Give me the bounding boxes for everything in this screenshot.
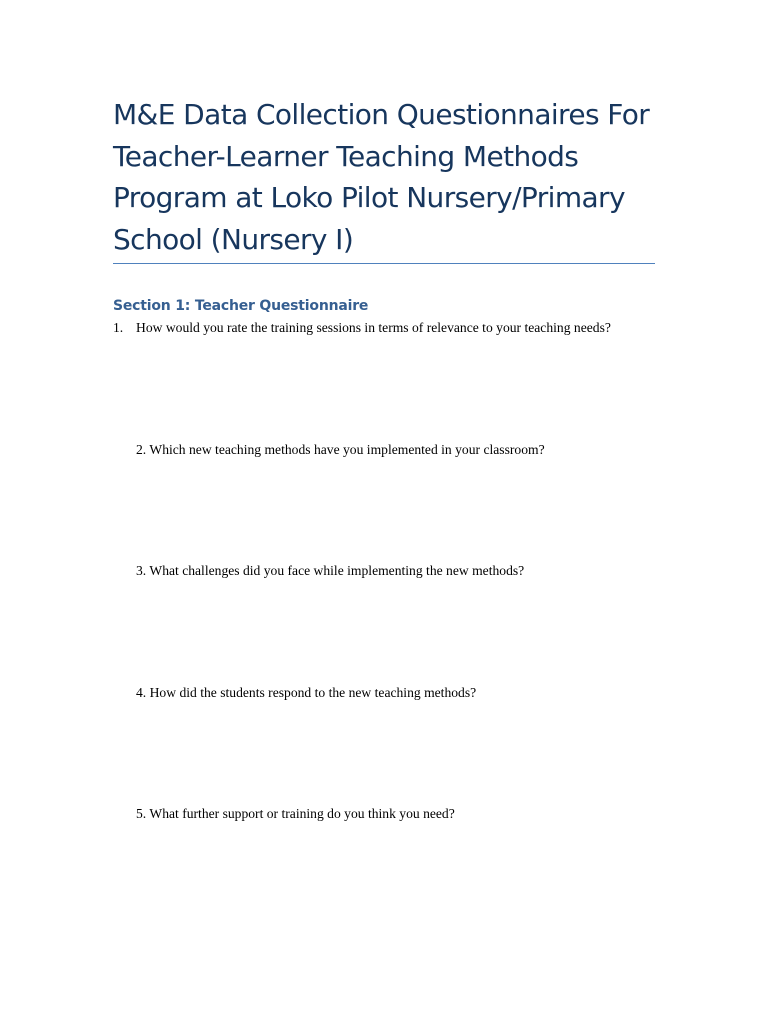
question-3-text: What challenges did you face while implementing the new methods? <box>149 563 525 578</box>
section-heading: Section 1: Teacher Questionnaire <box>113 298 369 314</box>
question-1-number: 1. <box>113 320 124 335</box>
question-3 <box>136 562 524 580</box>
question-2 <box>136 441 545 459</box>
question-4-number: 4. <box>136 685 147 700</box>
question-1-text: How would you rate the training sessions in terms of relevance to your teaching needs? <box>136 320 611 335</box>
question-3-number: 3. <box>136 563 147 578</box>
question-4-text: How did the students respond to the new teaching methods? <box>149 685 477 700</box>
question-1 <box>113 319 611 337</box>
question-2-text: Which new teaching methods have you implemented in your classroom? <box>149 442 545 457</box>
question-5-number: 5. <box>136 806 147 821</box>
question-4 <box>136 684 476 702</box>
document-title: M&E Data Collection Questionnaires For Teacher-Learner Teaching Methods Program at Loko Pilot Nursery/Primary School (Nursery I) <box>113 98 650 256</box>
question-5-text: What further support or training do you think you need? <box>149 806 455 821</box>
question-5 <box>136 805 455 823</box>
question-2-number: 2. <box>136 442 147 457</box>
title-underline-divider <box>113 263 655 264</box>
